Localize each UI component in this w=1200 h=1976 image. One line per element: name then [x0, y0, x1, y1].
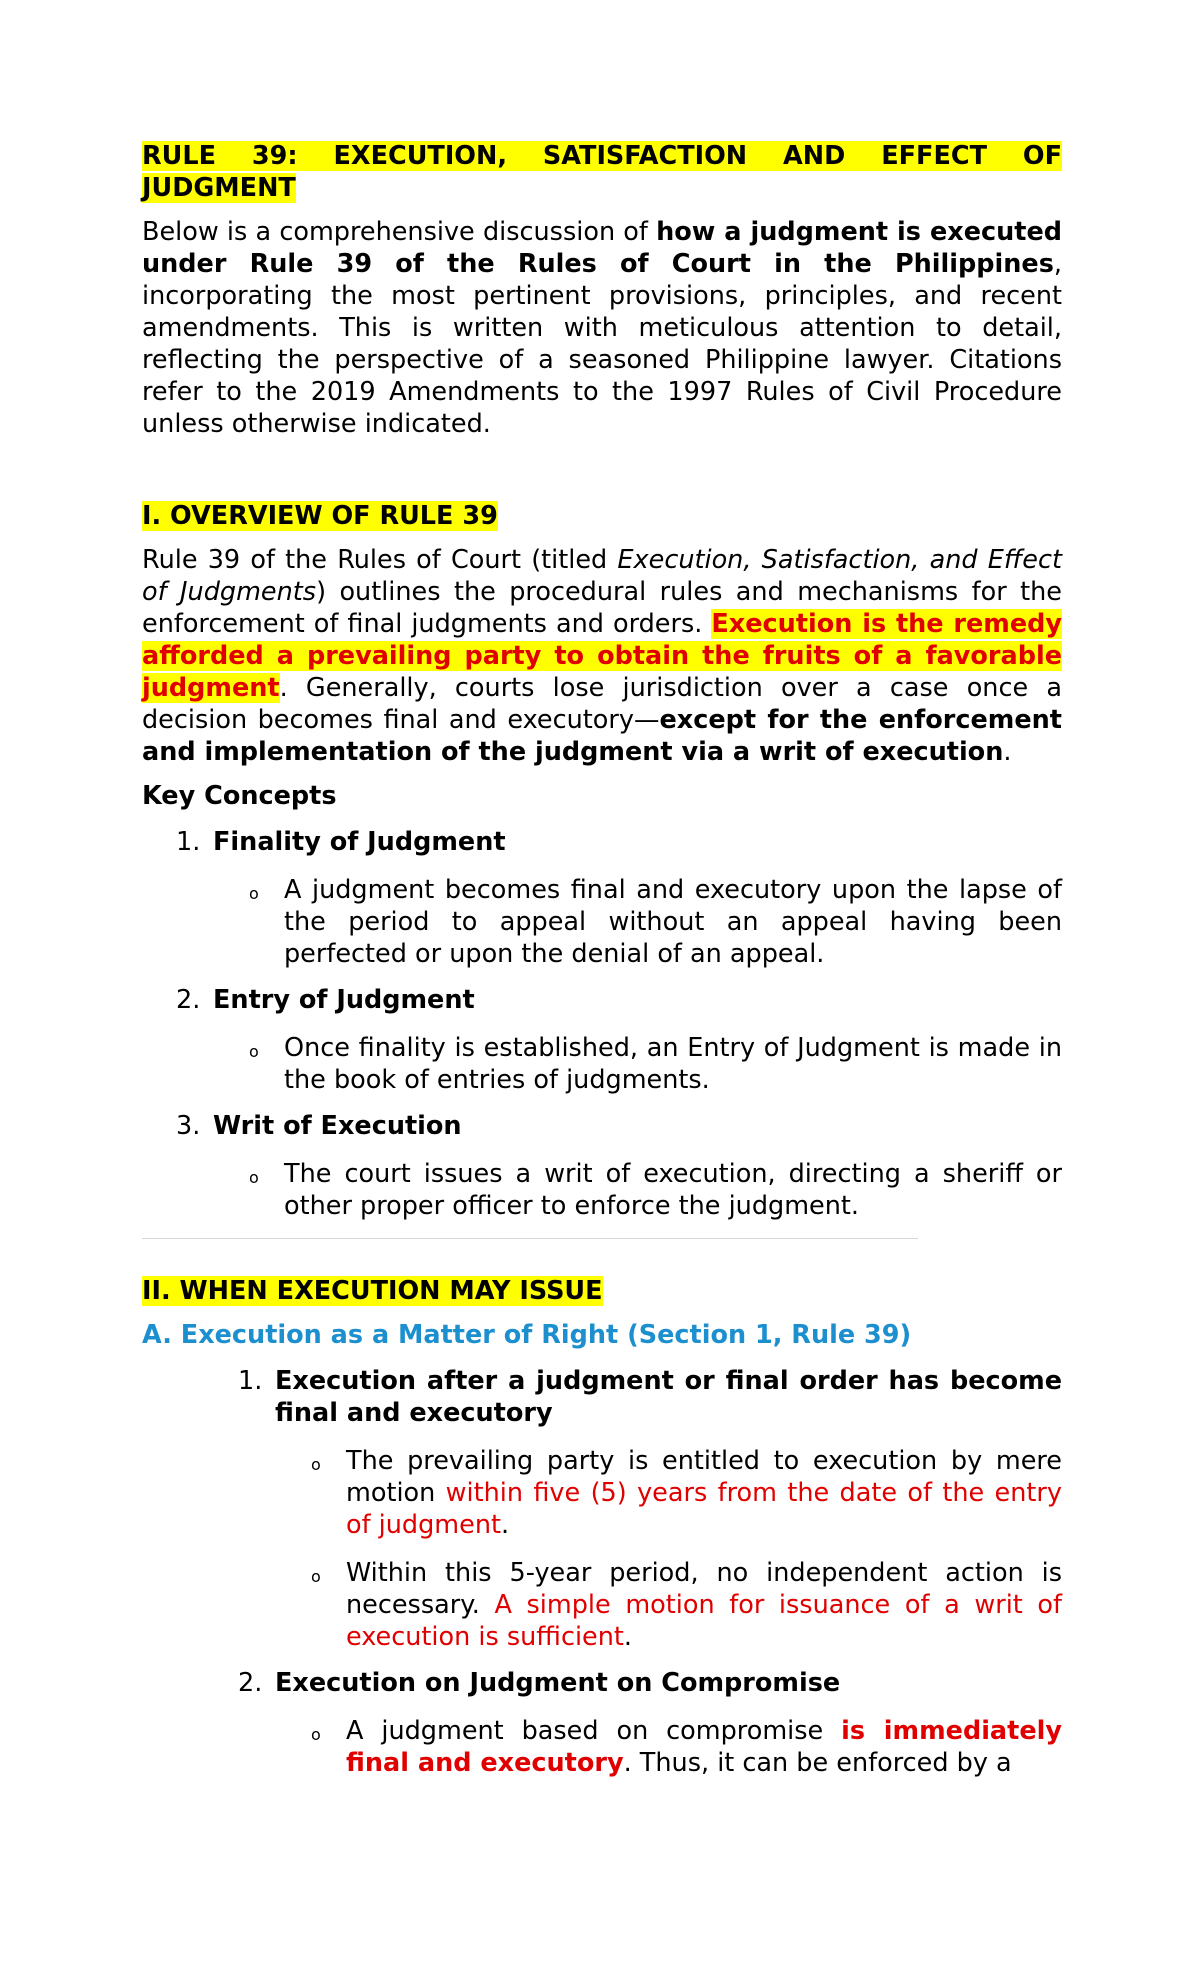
circle-bullet-icon: o — [249, 1042, 259, 1061]
circle-bullet-icon: o — [311, 1455, 321, 1474]
overview-paragraph: Rule 39 of the Rules of Court (titled Execution, Satisfaction, and Effect of Judgments) outlines the procedural rules and mechanisms for the enforcement of final judgments and orders. Execution is the remedy afforded a prevailing party to obtain the fruits of a favorable judgment. Generally, courts lose jurisdiction over a case once a decision becomes final and executory—except for the enforcement and implementation of the judgment via a writ of execution. — [142, 545, 1063, 767]
list-item: 2. Entry of Judgment — [176, 985, 475, 1015]
list-subitem: o Within this 5-year period, no independent action is necessary. A simple motion for issuance of a writ of execution is sufficient. — [311, 1558, 1062, 1652]
horizontal-divider — [142, 1238, 918, 1239]
key-concepts-heading: Key Concepts — [142, 781, 337, 811]
circle-bullet-icon: o — [311, 1567, 321, 1586]
list-subitem: o The court issues a writ of execution, directing a sheriff or other proper officer to enforce the judgment. — [249, 1159, 1062, 1221]
intro-paragraph: Below is a comprehensive discussion of how a judgment is executed under Rule 39 of the Rules of Court in the Philippines, incorporating the most pertinent provisions, principles, and recent amendments. This is written with meticulous attention to detail, reflecting the perspective of a seasoned Philippine lawyer. Citations refer to the 2019 Amendments to the 1997 Rules of Civil Procedure unless otherwise indicated. — [142, 217, 1062, 439]
list-item: 1. Execution after a judgment or final order has become final and executory — [238, 1366, 1062, 1428]
circle-bullet-icon: o — [311, 1725, 321, 1744]
list-subitem: o A judgment becomes final and executory upon the lapse of the period to appeal without an appeal having been perfected or upon the denial of an appeal. — [249, 875, 1062, 969]
section-heading-overview: I. OVERVIEW OF RULE 39 — [142, 501, 498, 531]
list-item: 2. Execution on Judgment on Compromise — [238, 1668, 841, 1698]
document-page — [142, 140, 1062, 1779]
subsection-heading: A. Execution as a Matter of Right (Section 1, Rule 39) — [142, 1320, 912, 1350]
document-title-text: RULE 39: EXECUTION, SATISFACTION AND EFFECT OF JUDGMENT — [142, 141, 1062, 203]
section-heading-when-execution: II. WHEN EXECUTION MAY ISSUE — [142, 1276, 603, 1306]
document-title — [142, 140, 1062, 204]
list-subitem: o Once finality is established, an Entry of Judgment is made in the book of entries of judgments. — [249, 1033, 1062, 1095]
highlighted-definition: Execution is the remedy afforded a prevailing party to obtain the fruits of a favorable judgment — [142, 609, 1062, 703]
list-item: 1. Finality of Judgment — [176, 827, 506, 857]
list-subitem: o The prevailing party is entitled to execution by mere motion within five (5) years from the date of the entry of judgment. — [311, 1446, 1062, 1540]
circle-bullet-icon: o — [249, 1168, 259, 1187]
circle-bullet-icon: o — [249, 884, 259, 903]
list-item: 3. Writ of Execution — [176, 1111, 462, 1141]
list-subitem: o A judgment based on compromise is immediately final and executory. Thus, it can be enforced by a — [311, 1716, 1062, 1778]
